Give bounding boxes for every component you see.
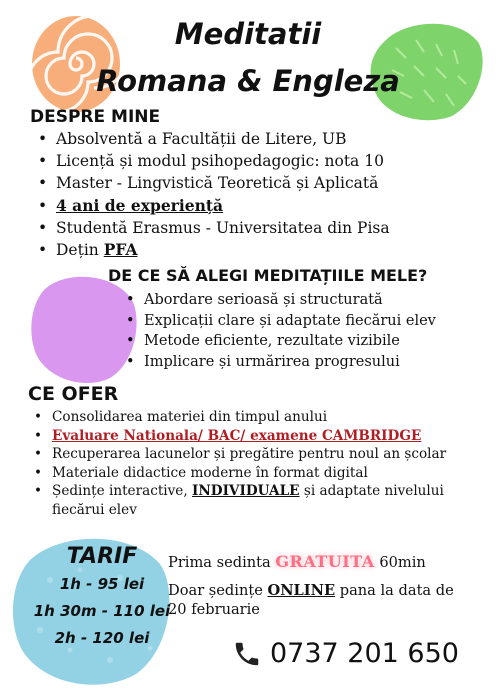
list-item	[30, 427, 492, 446]
list-item-text: Studentă Erasmus - Universitatea din Pisa	[56, 218, 390, 237]
online-date: 20 februarie	[168, 601, 260, 618]
price-1h: 1h - 95 lei	[59, 575, 145, 593]
list-item-text: Ședințe interactive,	[52, 483, 192, 500]
online-prefix: Doar ședințe	[168, 582, 268, 599]
online-suffix: pana la data de	[335, 582, 454, 599]
list-item	[34, 239, 390, 261]
first-session-suffix: 60min	[374, 554, 426, 571]
list-item-text: Absolventă a Facultății de Litere, UB	[56, 130, 347, 148]
list-item	[30, 445, 492, 464]
why-list	[122, 290, 436, 372]
first-session-prefix: Prima sedinta	[168, 554, 276, 571]
title-line-2: Romana & Engleza	[96, 64, 400, 98]
list-item-text: Licență și modul psihopedagogic: nota 10	[56, 152, 384, 171]
list-item-text: 4 ani de experiență	[56, 195, 224, 215]
list-item-text: Materiale didactice moderne în format digital	[52, 464, 368, 481]
list-item-text: Master - Lingvistică Teoretică și Aplicată	[56, 174, 379, 193]
pfa-emphasis: PFA	[103, 240, 138, 260]
offer-list	[30, 408, 492, 520]
list-item	[30, 482, 492, 519]
individual-emphasis: INDIVIDUALE	[192, 483, 300, 500]
list-item-text: Recuperarea lacunelor și pregătire pentru noul an școlar	[52, 446, 447, 463]
exam-highlight: Evaluare Nationala/ BAC/ examene CAMBRIDGE	[52, 427, 422, 444]
price-1h30: 1h 30m - 110 lei	[33, 602, 171, 620]
about-list	[34, 128, 390, 261]
online-emphasis: ONLINE	[267, 582, 336, 599]
title-line-1: Meditatii	[174, 17, 322, 51]
list-item: • Metode eficiente, rezultate vizibile	[122, 331, 436, 352]
offer-heading: CE OFER	[28, 383, 119, 405]
first-session-info	[168, 552, 426, 571]
about-heading: DESPRE MINE	[30, 107, 161, 127]
online-info	[168, 582, 454, 599]
why-heading: DE CE SĂ ALEGI MEDITAȚIILE MELE?	[108, 266, 428, 285]
list-item: • Explicații clare și adaptate fiecărui elev	[122, 311, 436, 332]
list-item: • Abordare serioasă și structurată	[122, 290, 436, 311]
list-item-text: Consolidarea materiei din timpul anului	[52, 409, 328, 425]
list-item	[34, 217, 390, 239]
list-item-text: Dețin	[56, 241, 104, 260]
list-item	[30, 408, 492, 427]
list-item-text: și adaptate nivelului fiecărui elev	[52, 483, 444, 518]
list-item: • Implicare și urmărirea progresului	[122, 352, 436, 373]
tarif-heading: TARIF	[66, 544, 138, 569]
phone-number: 0737 201 650	[270, 638, 459, 669]
list-item	[34, 128, 390, 150]
list-item	[34, 172, 390, 194]
price-2h: 2h - 120 lei	[54, 629, 150, 647]
list-item	[34, 195, 390, 217]
free-badge: GRATUITA	[275, 552, 375, 571]
list-item	[30, 464, 492, 483]
phone-contact[interactable]	[232, 638, 459, 669]
phone-icon	[232, 639, 262, 669]
list-item	[34, 150, 390, 172]
